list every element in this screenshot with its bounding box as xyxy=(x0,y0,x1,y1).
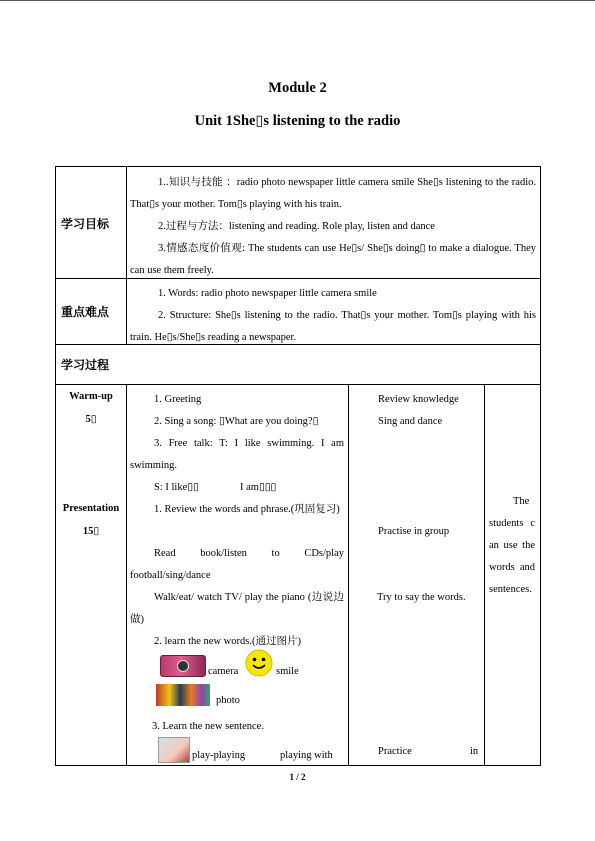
key-points-line-1: 1. Words: radio photo newspaper little camera smile xyxy=(158,288,377,299)
activity-sing: Sing and dance xyxy=(378,416,443,427)
content-phrases-2: Walk/eat/ watch TV/ play the piano (边说边做) xyxy=(130,592,344,625)
content-new-words: 2. learn the new words.(通过图片) xyxy=(154,636,301,647)
content-free-talk: 3. Free talk: T: I like swimming. I am swimming. xyxy=(130,438,344,471)
content-new-sentence: 3. Learn the new sentence. xyxy=(152,721,264,732)
unit-title: Unit 1She▯s listening to the radio xyxy=(194,113,401,129)
stage-warmup: Warm-up xyxy=(69,391,113,402)
smile-icon xyxy=(245,649,273,677)
goals-line-2: 2.过程与方法：listening and reading. Role play, listen and dance xyxy=(158,221,435,232)
word-camera: camera xyxy=(208,666,239,677)
key-points-header: 重点难点 xyxy=(61,305,110,319)
playing-image xyxy=(158,737,190,763)
content-playing-with: playing with xyxy=(280,750,333,761)
process-header: 学习过程 xyxy=(61,358,110,372)
purpose-text: The students can use the words and sentences. xyxy=(489,496,535,595)
camera-image xyxy=(160,655,206,677)
word-smile: smile xyxy=(276,666,299,677)
word-photo: photo xyxy=(216,695,240,706)
activity-review: Review knowledge xyxy=(378,394,459,405)
activity-practice-in: in xyxy=(470,746,479,757)
content-student-am: I am▯▯▯ xyxy=(240,482,277,493)
content-review: 1. Review the words and phrase.(巩固复习) xyxy=(154,504,340,515)
goals-line-1: 1..知识与技能 ：radio photo newspaper little camera smile She▯s listening to the radio. That▯s your mother. Tom▯s playing with his train. xyxy=(130,177,536,210)
content-greeting: 1. Greeting xyxy=(154,394,202,405)
activity-group: Practise in group xyxy=(378,526,450,537)
stage-presentation-minutes: 15▯ xyxy=(82,526,100,537)
photo-image xyxy=(156,684,210,706)
content-phrases-1: Read book/listen to CDs/play football/sing/dance xyxy=(130,548,344,581)
key-points-line-2: 2. Structure: She▯s listening to the radio. That▯s your mother. Tom▯s playing with his train. He▯s/She▯s reading a newspaper. xyxy=(130,310,536,343)
activity-practice: Practice xyxy=(378,746,412,757)
content-song: 2. Sing a song: ▯What are you doing?▯ xyxy=(154,416,319,427)
goals-line-3: 3.情感态度价值观: The students can use He▯s/ She▯s doing▯ to make a dialogue. They can use them freely. xyxy=(130,243,536,276)
page-number: 1 / 2 xyxy=(289,772,306,782)
stage-presentation: Presentation xyxy=(62,503,120,514)
top-rule xyxy=(0,0,595,1)
activity-try-words: Try to say the words. xyxy=(377,592,466,603)
content-student-like: S: I like▯▯ xyxy=(154,482,199,493)
lesson-table xyxy=(55,166,541,766)
goals-header: 学习目标 xyxy=(61,217,110,231)
stage-warmup-minutes: 5▯ xyxy=(85,414,97,425)
module-title: Module 2 xyxy=(268,80,327,96)
content-play-playing: play-playing xyxy=(192,750,246,761)
